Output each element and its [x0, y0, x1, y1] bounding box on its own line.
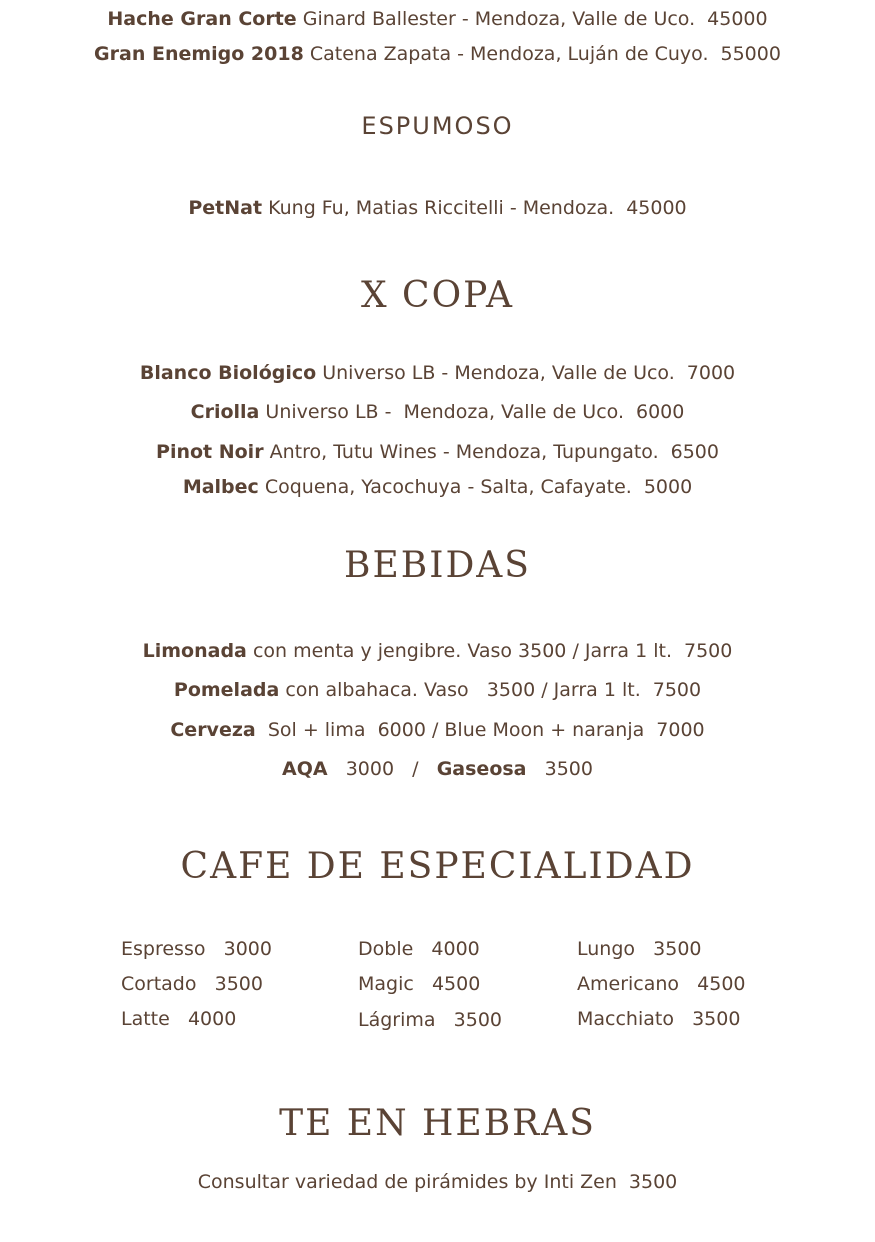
item-desc: Universo LB - Mendoza, Valle de Uco. [265, 401, 624, 423]
item-desc: Kung Fu, Matias Riccitelli - Mendoza. [268, 197, 615, 219]
item-name: Blanco Biológico [139, 362, 317, 384]
menu-item-pinot-noir [0, 440, 875, 464]
item-desc: Coquena, Yacochuya - Salta, Cafayate. [264, 476, 632, 498]
item-name: Macchiato [577, 1008, 674, 1030]
item-name: Cortado [121, 973, 197, 995]
section-title-cafe: CAFE DE ESPECIALIDAD [180, 846, 695, 887]
item-price: 6000 [635, 401, 685, 423]
item-price: 7000 [656, 719, 705, 741]
cafe-item-cortado [121, 972, 263, 996]
menu-item-limonada [0, 639, 875, 663]
item-name: Gran Enemigo 2018 [94, 43, 304, 65]
item-desc: con menta y jengibre. Vaso 3500 / Jarra 1 lt. [252, 640, 672, 662]
item-price: 45000 [707, 8, 768, 30]
cafe-item-espresso [121, 937, 272, 961]
menu-item-pomelada [0, 678, 875, 702]
item-desc: Consultar variedad de pirámides by Inti Zen [197, 1171, 617, 1193]
item-price: 3500 [653, 938, 702, 960]
item-desc: Antro, Tutu Wines - Mendoza, Tupungato. [269, 441, 659, 463]
item-price: 7000 [686, 362, 736, 384]
section-title-bebidas: BEBIDAS [344, 545, 531, 586]
cafe-item-americano [577, 972, 746, 996]
item-desc: Ginard Ballester - Mendoza, Valle de Uco. [302, 8, 696, 30]
menu-item-petnat [0, 196, 875, 220]
item-name: Lungo [577, 938, 636, 960]
cafe-item-lungo [577, 937, 702, 961]
menu-item-criolla [0, 400, 875, 424]
item-price: 7500 [684, 640, 733, 662]
item-name-gaseosa: Gaseosa [436, 758, 527, 780]
item-name: Espresso [121, 938, 206, 960]
item-price: 7500 [652, 679, 702, 701]
item-name: Hache Gran Corte [107, 8, 297, 30]
item-name: Pinot Noir [156, 441, 264, 463]
section-title-espumoso: ESPUMOSO [361, 112, 514, 140]
cafe-item-doble [358, 937, 480, 961]
item-desc: con albahaca. Vaso 3500 / Jarra 1 lt. [285, 679, 641, 701]
item-name: Americano [577, 973, 680, 995]
item-price: 3500 [628, 1171, 678, 1193]
item-name: Pomelada [173, 679, 280, 701]
cafe-item-latte [121, 1007, 236, 1031]
item-name: PetNat [188, 197, 263, 219]
section-title-te: TE EN HEBRAS [279, 1103, 596, 1144]
item-desc: Universo LB - Mendoza, Valle de Uco. [322, 362, 675, 384]
item-name: Magic [358, 973, 414, 995]
section-title-x-copa: X COPA [360, 275, 515, 316]
item-price: 5000 [643, 476, 693, 498]
item-price: 6500 [670, 441, 719, 463]
menu-item-aqa-gaseosa [0, 757, 875, 781]
item-price: 4000 [187, 1008, 237, 1030]
item-name-aqa: AQA [282, 758, 328, 780]
item-name: Latte [121, 1008, 170, 1030]
item-price-aqa: 3000 [345, 758, 395, 780]
cafe-item-macchiato [577, 1007, 740, 1031]
menu-item-cerveza [0, 718, 875, 742]
menu-item-gran-enemigo [0, 42, 875, 66]
item-name: Criolla [190, 401, 260, 423]
item-price: 3500 [692, 1008, 741, 1030]
menu-item-malbec [0, 475, 875, 499]
menu-item-blanco-biologico [0, 361, 875, 385]
menu-item-hache-gran-corte [0, 7, 875, 31]
item-price: 45000 [626, 197, 687, 219]
item-desc: Catena Zapata - Mendoza, Luján de Cuyo. [309, 43, 709, 65]
item-price: 4500 [431, 973, 481, 995]
cafe-item-lagrima [358, 1008, 502, 1032]
item-name: Cerveza [170, 719, 256, 741]
cafe-item-magic [358, 972, 480, 996]
item-name: Lágrima [358, 1009, 436, 1031]
item-price-gaseosa: 3500 [544, 758, 593, 780]
item-name: Doble [358, 938, 414, 960]
item-price: 4000 [431, 938, 480, 960]
item-price: 3500 [214, 973, 263, 995]
item-price: 3500 [453, 1009, 503, 1031]
item-desc: Sol + lima 6000 / Blue Moon + naranja [267, 719, 645, 741]
item-price: 55000 [720, 43, 781, 65]
separator-slash: / [412, 758, 419, 780]
item-name: Limonada [142, 640, 247, 662]
menu-item-te [0, 1170, 875, 1194]
item-price: 3000 [223, 938, 272, 960]
item-name: Malbec [182, 476, 259, 498]
item-price: 4500 [697, 973, 746, 995]
